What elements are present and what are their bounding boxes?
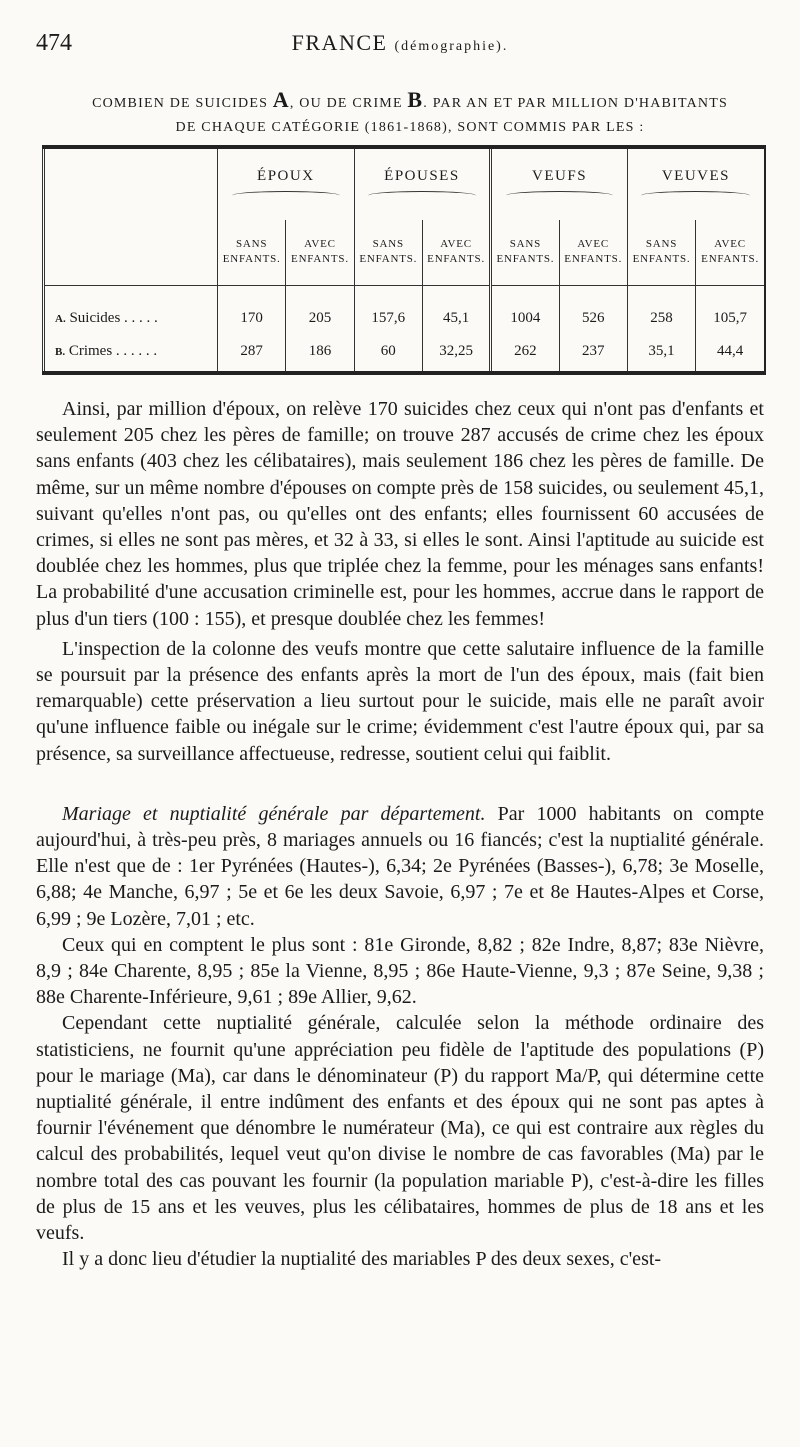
- sub-header-avec: AVEC ENFANTS.: [559, 220, 627, 285]
- running-title-main: FRANCE: [291, 30, 388, 55]
- table-cell: 157,6: [354, 304, 422, 332]
- caption-part-1: COMBIEN DE SUICIDES: [92, 96, 269, 111]
- sub-header-avec: AVEC ENFANTS.: [286, 220, 354, 285]
- page-number: 474: [36, 30, 72, 56]
- table-cell: 44,4: [696, 332, 764, 371]
- table-cell: 258: [627, 304, 695, 332]
- table-cell: 262: [491, 332, 559, 371]
- caption-line-2: DE CHAQUE CATÉGORIE (1861-1868), SONT COMMIS PAR LES :: [175, 120, 645, 135]
- paragraph: [36, 801, 764, 932]
- table-cell: 105,7: [696, 304, 764, 332]
- sub-header-avec: AVEC ENFANTS.: [696, 220, 764, 285]
- table-cell: 45,1: [422, 304, 490, 332]
- sub-header-sans: SANS ENFANTS.: [627, 220, 695, 285]
- paragraph: Ainsi, par million d'époux, on relève 170 suicides chez ceux qui n'ont pas d'enfants et seulement 205 chez les pères de famille; on trouve 287 accusés de crime chez les époux sans enfants (403 chez les célibataires), mais seulement 186 chez les pères de famille. De même, sur un même nombre d'épouses on compte près de 158 suicides, ou seulement 45,1, suivant qu'elles n'ont pas, ou qu'elles ont des enfants; elles fournissent 60 accusées de crimes, si elles ne sont pas mères, et 32 à 33, si elles le sont. Ainsi l'aptitude au suicide est doublée chez les hommes, plus que triplée chez la femme, pour les ménages sans enfants! La probabilité d'une accusation criminelle est, pour les hommes, accrue dans le rapport de plus d'un tiers (100 : 155), et presque doublée chez les femmes!: [36, 398, 764, 630]
- table-caption: [60, 88, 760, 140]
- caption-part-3: . PAR AN ET PAR MILLION D'HABITANTS: [423, 96, 728, 111]
- group-header: ÉPOUX: [218, 149, 355, 220]
- row-label: B. Crimes . . . . . .: [44, 332, 218, 371]
- group-header: VEUFS: [491, 149, 628, 220]
- caption-mark-a: A: [272, 87, 290, 112]
- section-lead: Mariage et nuptialité générale par département.: [62, 802, 486, 825]
- table-cell: 170: [218, 304, 286, 332]
- sub-header-sans: SANS ENFANTS.: [218, 220, 286, 285]
- table-cell: 205: [286, 304, 354, 332]
- statistics-table: [42, 145, 766, 375]
- running-title-sub: (démographie).: [394, 39, 509, 54]
- table-cell: 35,1: [627, 332, 695, 371]
- table-cell: 60: [354, 332, 422, 371]
- sub-corner: [44, 220, 218, 285]
- page-footer-rule: [36, 1408, 764, 1414]
- body-text: [36, 396, 764, 1273]
- sub-header-avec: AVEC ENFANTS.: [422, 220, 490, 285]
- paragraph: L'inspection de la colonne des veufs montre que cette salutaire influence de la famille se poursuit par la présence des enfants après la mort de l'un des époux, mais (fait bien remarquable) cette préservation a lieu surtout pour le suicide, mais elle ne paraît avoir qu'une influence faible ou inégale sur le crime; évidemment c'est l'autre époux qui, par sa présence, sa surveillance affectueuse, redresse, soutient celui qui faiblit.: [36, 637, 764, 765]
- table-cell: 1004: [491, 304, 559, 332]
- table-cell: 287: [218, 332, 286, 371]
- paragraph-text: Par 1000 habitants on compte aujourd'hui, à très-peu près, 8 mariages annuels ou 16 fiancés; c'est la nuptialité générale. Elle n'est que de : 1er Pyrénées (Hautes-), 6,34; 2e Pyrénées (Basses-), 6,78; 3e Moselle, 6,88; 4e Manche, 6,97 ; 5e et 6e les deux Savoie, 6,97 ; 7e et 8e Hautes-Alpes et Corse, 6,99 ; 9e Lozère, 7,01 ; etc.: [36, 802, 764, 930]
- row-label: A. Suicides . . . . .: [44, 304, 218, 332]
- caption-mark-b: B: [407, 87, 424, 112]
- table-cell: 186: [286, 332, 354, 371]
- paragraph: Ceux qui en comptent le plus sont : 81e Gironde, 8,82 ; 82e Indre, 8,87; 83e Nièvre, 8,9 ; 84e Charente, 8,95 ; 85e la Vienne, 8,95 ; 86e Haute-Vienne, 9,3 ; 87e Seine, 9,38 ; 88e Charente-Inférieure, 9,61 ; 89e Allier, 9,62.: [36, 933, 764, 1009]
- paragraph: Cependant cette nuptialité générale, calculée selon la méthode ordinaire des statisticiens, ne fournit qu'une appréciation peu fidèle de l'aptitude des populations (P) pour le mariage (Ma), car dans le dénominateur (P) du rapport Ma/P, qui détermine cette nuptialité générale, il entre indûment des enfants et des époux qui ne sont pas aptes à fournir l'événement que dénombre le numérateur (Ma), ce qui est contraire aux règles du calcul des probabilités, lequel veut qu'on divise le nombre de cas favorables (Ma) par le nombre total des cas pouvant les fournir (la population mariable P), c'est-à-dire les filles de plus de 15 ans et les veuves, plus les célibataires, hommes de plus de 18 ans et les veufs.: [36, 1012, 764, 1245]
- caption-part-2: , OU DE CRIME: [289, 96, 403, 111]
- running-title: [36, 30, 764, 56]
- table-row: [44, 304, 765, 332]
- paragraph: Il y a donc lieu d'étudier la nuptialité des mariables P des deux sexes, c'est-: [62, 1248, 662, 1271]
- table-cell: 237: [559, 332, 627, 371]
- sub-header-sans: SANS ENFANTS.: [354, 220, 422, 285]
- group-header: ÉPOUSES: [354, 149, 491, 220]
- group-header: VEUVES: [627, 149, 764, 220]
- sub-header-sans: SANS ENFANTS.: [491, 220, 559, 285]
- table-row: [44, 332, 765, 371]
- table-corner: [44, 149, 218, 220]
- table-cell: 32,25: [422, 332, 490, 371]
- running-header: [36, 28, 764, 62]
- table-cell: 526: [559, 304, 627, 332]
